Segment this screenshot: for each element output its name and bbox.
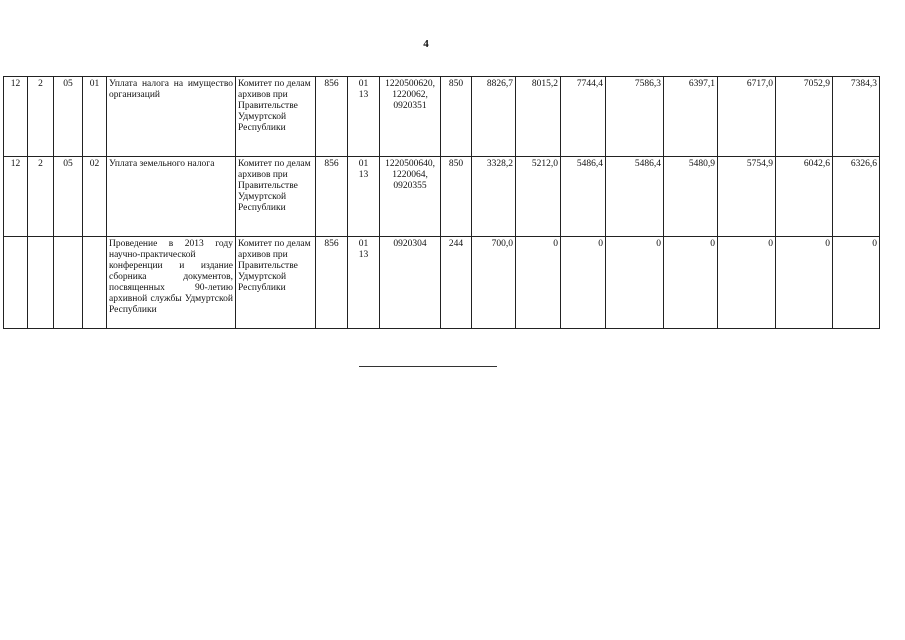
grbs-cell: 856 xyxy=(316,77,348,157)
value-cell: 0 xyxy=(718,237,776,329)
pr-code: 13 xyxy=(358,90,369,100)
osn-cell: 05 xyxy=(54,157,83,237)
pp-cell xyxy=(28,237,54,329)
table-row xyxy=(4,77,880,157)
grbs-cell: 856 xyxy=(316,157,348,237)
value-cell: 0 xyxy=(664,237,718,329)
gp-cell: 12 xyxy=(4,157,28,237)
executor-cell: Комитет по делам архивов при Правительстве Удмуртской Республики xyxy=(236,237,316,329)
executor-cell: Комитет по делам архивов при Правительстве Удмуртской Республики xyxy=(236,157,316,237)
value-cell: 8015,2 xyxy=(516,77,561,157)
gp-cell xyxy=(4,237,28,329)
cs-code: 1220500620, xyxy=(385,79,435,89)
vr-cell: 244 xyxy=(441,237,472,329)
rz-pr-cell xyxy=(348,157,380,237)
table-row xyxy=(4,237,880,329)
m-cell xyxy=(83,237,107,329)
grbs-cell: 856 xyxy=(316,237,348,329)
value-cell: 3328,2 xyxy=(472,157,516,237)
rz-code: 01 xyxy=(358,159,369,169)
value-cell: 0 xyxy=(776,237,833,329)
name-cell: Уплата налога на имущество организаций xyxy=(107,77,236,157)
osn-cell: 05 xyxy=(54,77,83,157)
rz-pr-cell xyxy=(348,77,380,157)
cs-code: 0920304 xyxy=(393,239,427,249)
value-cell: 5480,9 xyxy=(664,157,718,237)
value-cell: 7052,9 xyxy=(776,77,833,157)
cs-code: 1220064, xyxy=(392,170,428,180)
value-cell: 0 xyxy=(606,237,664,329)
value-cell: 5486,4 xyxy=(561,157,606,237)
value-cell: 8826,7 xyxy=(472,77,516,157)
cs-code: 0920355 xyxy=(393,181,427,191)
vr-cell: 850 xyxy=(441,77,472,157)
rz-code: 01 xyxy=(358,79,369,89)
value-cell: 6717,0 xyxy=(718,77,776,157)
rz-pr-cell xyxy=(348,237,380,329)
m-cell: 01 xyxy=(83,77,107,157)
pp-cell: 2 xyxy=(28,157,54,237)
vr-cell: 850 xyxy=(441,157,472,237)
value-cell: 700,0 xyxy=(472,237,516,329)
m-cell: 02 xyxy=(83,157,107,237)
table-row xyxy=(4,157,880,237)
value-cell: 5486,4 xyxy=(606,157,664,237)
budget-table xyxy=(3,76,880,329)
value-cell: 6397,1 xyxy=(664,77,718,157)
value-cell: 7384,3 xyxy=(833,77,880,157)
value-cell: 0 xyxy=(833,237,880,329)
osn-cell xyxy=(54,237,83,329)
page-number: 4 xyxy=(423,38,429,50)
cs-code: 1220500640, xyxy=(385,159,435,169)
pr-code: 13 xyxy=(358,250,369,260)
name-cell: Проведение в 2013 году научно-практической конференции и издание сборника документов, посвященных 90-летию архивной службы Удмуртской Республики xyxy=(107,237,236,329)
end-rule xyxy=(359,366,497,367)
pp-cell: 2 xyxy=(28,77,54,157)
cs-code: 0920351 xyxy=(393,101,427,111)
gp-cell: 12 xyxy=(4,77,28,157)
value-cell: 6042,6 xyxy=(776,157,833,237)
rz-code: 01 xyxy=(358,239,369,249)
name-cell: Уплата земельного налога xyxy=(107,157,236,237)
value-cell: 0 xyxy=(561,237,606,329)
pr-code: 13 xyxy=(358,170,369,180)
value-cell: 5754,9 xyxy=(718,157,776,237)
value-cell: 7586,3 xyxy=(606,77,664,157)
cs-cell xyxy=(380,77,441,157)
value-cell: 6326,6 xyxy=(833,157,880,237)
executor-cell: Комитет по делам архивов при Правительстве Удмуртской Республики xyxy=(236,77,316,157)
cs-cell xyxy=(380,237,441,329)
cs-cell xyxy=(380,157,441,237)
value-cell: 5212,0 xyxy=(516,157,561,237)
cs-code: 1220062, xyxy=(392,90,428,100)
value-cell: 7744,4 xyxy=(561,77,606,157)
value-cell: 0 xyxy=(516,237,561,329)
